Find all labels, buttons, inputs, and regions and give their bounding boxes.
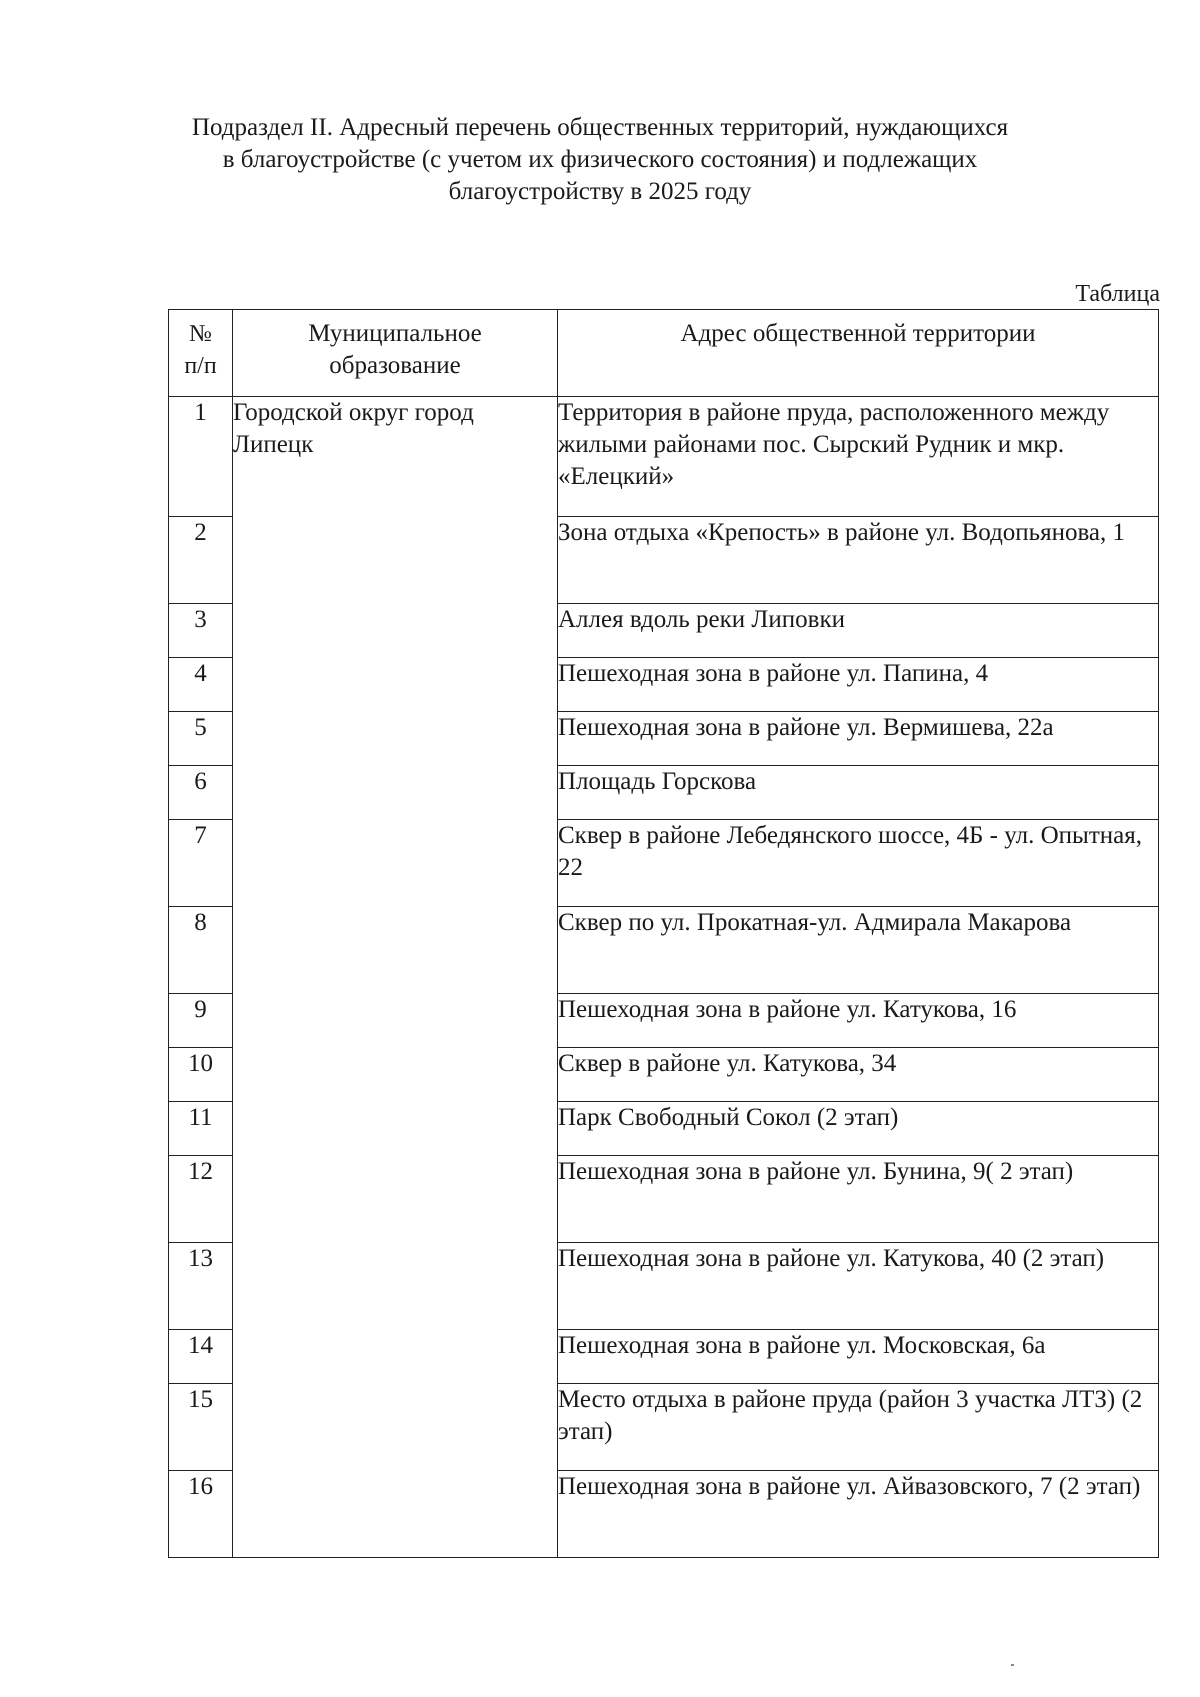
row-address: Зона отдыха «Крепость» в районе ул. Водопьянова, 1 <box>558 517 1159 604</box>
header-number-symbol: № <box>189 321 212 347</box>
row-number: 8 <box>169 907 233 994</box>
table-caption: Таблица <box>1075 281 1160 307</box>
header-number-abbr: п/п <box>184 353 217 379</box>
row-number: 3 <box>169 604 233 658</box>
row-number: 13 <box>169 1243 233 1330</box>
title-line-3: благоустройству в 2025 году <box>448 178 752 205</box>
header-address: Адрес общественной территории <box>558 310 1159 397</box>
row-address: Место отдыха в районе пруда (район 3 участка ЛТЗ) (2 этап) <box>558 1384 1159 1471</box>
territories-table <box>168 309 1159 1558</box>
title-line-2: в благоустройстве (с учетом их физического состояния) и подлежащих <box>222 146 978 173</box>
row-address: Пешеходная зона в районе ул. Вермишева, 22а <box>558 712 1159 766</box>
header-municipality-line-1: Муниципальное <box>308 320 482 347</box>
row-number: 15 <box>169 1384 233 1471</box>
header-municipality-line-2: образование <box>329 352 461 379</box>
row-number: 2 <box>169 517 233 604</box>
scan-speck <box>1011 1664 1014 1666</box>
title-line-1: Подраздел II. Адресный перечень общественных территорий, нуждающихся <box>191 114 1009 141</box>
table-row <box>169 397 1159 517</box>
header-municipality <box>233 310 558 397</box>
row-number: 14 <box>169 1330 233 1384</box>
row-address: Сквер в районе ул. Катукова, 34 <box>558 1048 1159 1102</box>
row-number: 7 <box>169 820 233 907</box>
row-address: Пешеходная зона в районе ул. Бунина, 9( 2 этап) <box>558 1156 1159 1243</box>
page-title <box>0 112 1200 208</box>
row-address: Пешеходная зона в районе ул. Московская, 6а <box>558 1330 1159 1384</box>
row-number: 11 <box>169 1102 233 1156</box>
row-number: 1 <box>169 397 233 517</box>
row-address: Сквер в районе Лебедянского шоссе, 4Б - ул. Опытная, 22 <box>558 820 1159 907</box>
row-address: Территория в районе пруда, расположенного между жилыми районами пос. Сырский Рудник и мкр. «Елецкий» <box>558 397 1159 517</box>
row-number: 9 <box>169 994 233 1048</box>
table-header-row <box>169 310 1159 397</box>
municipality-cell: Городской округ город Липецк <box>233 397 558 1558</box>
row-address: Пешеходная зона в районе ул. Катукова, 40 (2 этап) <box>558 1243 1159 1330</box>
row-address: Пешеходная зона в районе ул. Айвазовского, 7 (2 этап) <box>558 1471 1159 1558</box>
row-number: 4 <box>169 658 233 712</box>
row-number: 10 <box>169 1048 233 1102</box>
row-address: Пешеходная зона в районе ул. Катукова, 16 <box>558 994 1159 1048</box>
row-address: Аллея вдоль реки Липовки <box>558 604 1159 658</box>
row-address: Сквер по ул. Прокатная-ул. Адмирала Макарова <box>558 907 1159 994</box>
row-address: Пешеходная зона в районе ул. Папина, 4 <box>558 658 1159 712</box>
row-number: 6 <box>169 766 233 820</box>
row-address: Площадь Горскова <box>558 766 1159 820</box>
row-number: 12 <box>169 1156 233 1243</box>
header-number <box>169 310 233 397</box>
row-number: 16 <box>169 1471 233 1558</box>
row-address: Парк Свободный Сокол (2 этап) <box>558 1102 1159 1156</box>
row-number: 5 <box>169 712 233 766</box>
